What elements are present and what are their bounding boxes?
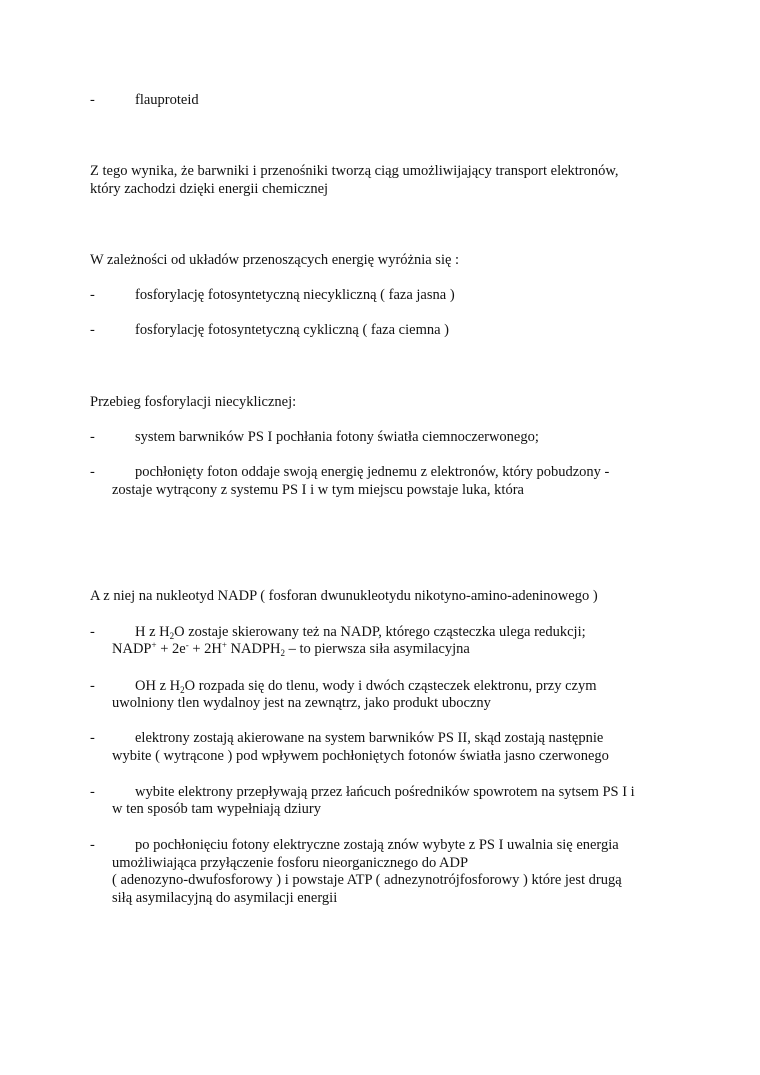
bullet-atp-line1: po pochłonięciu fotony elektryczne zostają znów wybyte z PS I uwalnia się energia (135, 837, 619, 853)
bullet-ps2-line1: elektrony zostają akierowane na system barwników PS II, skąd zostają następnie (135, 730, 604, 746)
bullet-ps1-pochlania: system barwników PS I pochłania fotony światła ciemnoczerwonego; (135, 429, 539, 445)
paragraph-transport-line2: który zachodzi dzięki energii chemicznej (90, 181, 329, 197)
bullet-foton-line2: zostaje wytrącony z systemu PS I i w tym miejscu powstaje luka, która (112, 482, 524, 498)
bullet-foton-line1: pochłonięty foton oddaje swoją energię jednemu z elektronów, który pobudzony - (135, 464, 610, 480)
bullet-dash: - (90, 287, 95, 303)
paragraph-nadp: A z niej na nukleotyd NADP ( fosforan dwunukleotydu nikotyno-amino-adeninowego ) (90, 588, 598, 604)
bullet-dash: - (90, 624, 95, 640)
bullet-dash: - (90, 730, 95, 746)
bullet-ps2-line2: wybite ( wytrącone ) pod wpływem pochłoniętych fotonów światła jasno czerwonego (112, 748, 609, 764)
bullet-dash: - (90, 678, 95, 694)
paragraph-zaleznosci: W zależności od układów przenoszących energię wyróżnia się : (90, 252, 460, 268)
bullet-dash: - (90, 322, 95, 338)
bullet-flauproteid: flauproteid (135, 92, 199, 108)
bullet-dash: - (90, 429, 95, 445)
bullet-wybite-line2: w ten sposób tam wypełniają dziury (112, 801, 321, 817)
bullet-oh-line1: OH z $H_2O$ rozpada się do tlenu, wody i dwóch cząsteczek elektronu, przy czym (135, 678, 597, 695)
bullet-faza-jasna: fosforylację fotosyntetyczną niecykliczną ( faza jasna ) (135, 287, 455, 303)
bullet-atp-line3: ( adenozyno-dwufosforowy ) i powstaje ATP ( adnezynotrójfosforowy ) które jest drugą (112, 872, 622, 888)
bullet-dash: - (90, 837, 95, 853)
paragraph-przebieg: Przebieg fosforylacji niecyklicznej: (90, 394, 297, 410)
bullet-h-line1: H z $H_2O$ zostaje skierowany też na NADP, którego cząsteczka ulega redukcji; (135, 624, 586, 641)
bullet-dash: - (90, 92, 95, 108)
bullet-atp-line2: umożliwiająca przyłączenie fosforu nieorganicznego do ADP (112, 855, 469, 871)
bullet-oh-line2: uwolniony tlen wydalnoy jest na zewnątrz, jako produkt uboczny (112, 695, 491, 711)
bullet-faza-ciemna: fosforylację fotosyntetyczną cykliczną ( faza ciemna ) (135, 322, 450, 338)
bullet-wybite-line1: wybite elektrony przepływają przez łańcuch pośredników spowrotem na sytsem PS I i (135, 784, 635, 800)
bullet-dash: - (90, 464, 95, 480)
bullet-h-equation: NADP+ + 2e- + 2H+ $NADPH_2$ – to pierwsza siła asymilacyjna (112, 640, 470, 658)
bullet-dash: - (90, 784, 95, 800)
bullet-atp-line4: siłą asymilacyjną do asymilacji energii (112, 890, 338, 906)
paragraph-transport-line1: Z tego wynika, że barwniki i przenośniki tworzą ciąg umożliwijający transport elektronów, (90, 163, 619, 179)
